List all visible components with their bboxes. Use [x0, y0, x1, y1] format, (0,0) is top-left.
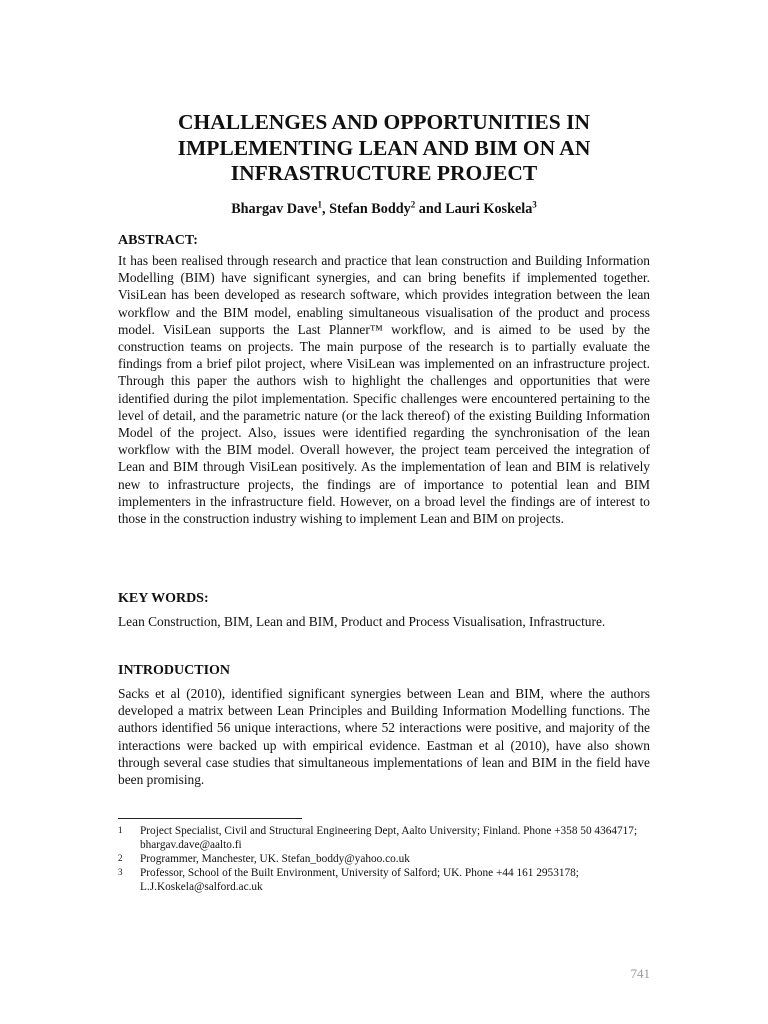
- footnote-marker: 3: [532, 199, 537, 210]
- footnote: [118, 824, 650, 852]
- footnote-text: Project Specialist, Civil and Structural Engineering Dept, Aalto University; Finland. Phone +358 50 4364717; bhargav.dave@aalto.fi: [140, 825, 638, 851]
- author-name: Bhargav Dave: [231, 201, 318, 217]
- abstract-text: It has been realised through research and practice that lean construction and Building Information Modelling (BIM) have significant synergies, and can bring benefits if implemented together. VisiLean has been developed as research software, which provides integration between the lean workflow and the BIM model, enabling simultaneous visualisation of the product and process model. VisiLean supports the Last Planner™ workflow, and is aimed to be used by the construction teams on projects. The main purpose of the research is to partially evaluate the findings from a brief pilot project, where VisiLean was implemented on an infrastructure project. Through this paper the authors wish to highlight the challenges and opportunities that were identified during the pilot implementation. Specific challenges were encountered pertaining to the level of detail, and the parametric nature (or the lack thereof) of the existing Building Information Model of the project. Also, issues were identified regarding the synchronisation of the lean workflow with the BIM model. Overall however, the project team perceived the integration of Lean and BIM through VisiLean positively. As the implementation of lean and BIM is relatively new to infrastructure projects, the findings are of importance to potential lean and BIM implementers in the infrastructure field. However, on a broad level the findings are of interest to those in the construction industry wishing to implement Lean and BIM on projects.: [118, 253, 650, 527]
- footnote-separator: [118, 818, 302, 819]
- author-line: [118, 200, 650, 218]
- footnote-marker: 2: [410, 199, 416, 210]
- keywords-heading: KEY WORDS:: [118, 591, 209, 606]
- page-number: 741: [630, 966, 650, 981]
- author-separator: and: [415, 201, 446, 217]
- author-separator: ,: [322, 201, 330, 217]
- footnote: [118, 852, 650, 866]
- footnote: [118, 866, 650, 894]
- keywords-text: Lean Construction, BIM, Lean and BIM, Product and Process Visualisation, Infrastructure.: [118, 614, 606, 629]
- footnote-number: 2: [118, 853, 123, 863]
- footnotes: [118, 824, 650, 894]
- abstract-heading: ABSTRACT:: [118, 233, 198, 248]
- footnote-number: 1: [118, 825, 123, 835]
- footnote-text: Professor, School of the Built Environment, University of Salford; UK. Phone +44 161 2953178; L.J.Koskela@salford.ac.uk: [140, 867, 579, 893]
- introduction-text: Sacks et al (2010), identified significant synergies between Lean and BIM, where the authors developed a matrix between Lean Principles and Building Information Modelling functions. The authors identified 56 unique interactions, where 52 interactions were positive, and majority of the interactions were backed up with empirical evidence. Eastman et al (2010), have also shown through several case studies that simultaneous implementations of lean and BIM in the field have been promising.: [118, 686, 650, 788]
- author-name: Lauri Koskela: [445, 201, 533, 217]
- footnote-text: Programmer, Manchester, UK. Stefan_boddy@yahoo.co.uk: [140, 853, 410, 865]
- paper-title: CHALLENGES AND OPPORTUNITIES IN IMPLEMENTING LEAN AND BIM ON AN INFRASTRUCTURE PROJECT: [177, 110, 591, 185]
- footnote-number: 3: [118, 867, 123, 877]
- footnote-marker: 1: [317, 199, 323, 210]
- author-name: Stefan Boddy: [329, 201, 411, 217]
- introduction-heading: INTRODUCTION: [118, 663, 231, 678]
